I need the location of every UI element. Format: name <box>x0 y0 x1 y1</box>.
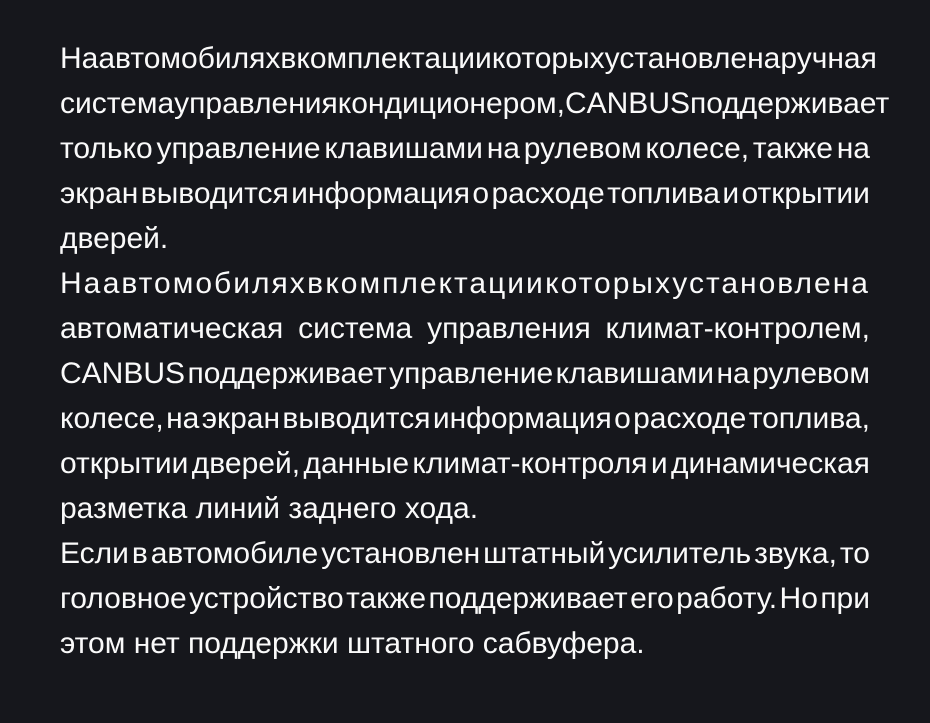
word: на <box>836 132 870 165</box>
word: топлива <box>607 177 720 210</box>
word: клавишами <box>324 132 483 165</box>
word: данные <box>303 447 410 480</box>
word: его <box>630 582 674 615</box>
word: штатный <box>483 537 606 570</box>
word: На <box>60 42 99 75</box>
word: и <box>722 177 740 210</box>
text-line <box>60 351 870 396</box>
paragraph-2 <box>60 261 870 531</box>
description-text <box>60 36 890 666</box>
word: работу. <box>676 582 778 615</box>
word: информация <box>291 177 471 210</box>
word: которых <box>545 267 672 300</box>
word: экран <box>60 177 139 210</box>
word: звука, <box>754 537 837 570</box>
text-line <box>60 36 877 81</box>
word: в <box>307 267 326 300</box>
word: информация <box>432 402 612 435</box>
word: установлен <box>321 537 481 570</box>
word: выводится <box>282 402 431 435</box>
word: ручная <box>780 42 877 75</box>
word: на <box>166 402 200 435</box>
word: экран <box>201 402 281 435</box>
word: колесе, <box>645 132 750 165</box>
word: о <box>614 402 631 435</box>
word: климат-контроля <box>412 447 648 480</box>
word: расходе <box>633 402 747 435</box>
word: комплектации <box>296 42 492 75</box>
word: открытии <box>741 177 870 210</box>
text-line <box>60 531 870 576</box>
paragraph-3 <box>60 531 870 666</box>
word: поддерживает <box>690 87 890 120</box>
word: комплектации <box>325 267 545 300</box>
word: рулевом <box>523 132 642 165</box>
word: управление <box>156 132 321 165</box>
word: о <box>472 177 490 210</box>
text-line <box>60 576 870 621</box>
word: открытии <box>60 447 189 480</box>
word: автомобилях <box>98 42 281 75</box>
word: управления <box>174 87 338 120</box>
word: то <box>839 537 870 570</box>
word: которых <box>491 42 605 75</box>
word: на <box>716 357 750 390</box>
word: Если <box>60 537 129 570</box>
word: только <box>60 132 153 165</box>
text-line: разметка линий заднего хода. <box>60 492 479 525</box>
word: колесе, <box>60 402 164 435</box>
word: Но <box>779 582 818 615</box>
word: дверей, <box>191 447 301 480</box>
text-line: дверей. <box>60 222 169 255</box>
word: кондиционером, <box>337 87 565 120</box>
word: управление <box>389 357 554 390</box>
word: при <box>820 582 870 615</box>
word: управления <box>427 312 591 345</box>
word: CANBUS <box>564 87 690 120</box>
text-line <box>60 81 890 126</box>
text-line <box>60 306 870 351</box>
word: система <box>60 87 175 120</box>
word: поддерживает <box>187 357 387 390</box>
word: поддерживает <box>428 582 628 615</box>
word: также <box>346 582 427 615</box>
word: система <box>298 312 413 345</box>
word: автоматическая <box>60 312 284 345</box>
word: головное <box>60 582 187 615</box>
word: в <box>280 42 297 75</box>
word: и <box>650 447 668 480</box>
word: в <box>131 537 148 570</box>
paragraph-1 <box>60 36 890 261</box>
word: CANBUS <box>60 357 186 390</box>
word: устройство <box>189 582 344 615</box>
word: расходе <box>491 177 605 210</box>
word: усилитель <box>608 537 752 570</box>
text-line: этом нет поддержки штатного сабвуфера. <box>60 627 645 660</box>
word: На <box>60 267 103 300</box>
text-line <box>60 126 870 171</box>
word: также <box>752 132 833 165</box>
word: установлена <box>672 267 870 300</box>
word: рулевом <box>752 357 870 390</box>
word: топлива, <box>748 402 870 435</box>
word: на <box>486 132 520 165</box>
text-line <box>60 261 870 306</box>
word: динамическая <box>671 447 870 480</box>
word: климат-контролем, <box>605 312 870 345</box>
word: автомобилях <box>102 267 307 300</box>
word: выводится <box>140 177 289 210</box>
word: клавишами <box>555 357 715 390</box>
word: установлена <box>604 42 781 75</box>
text-line <box>60 171 870 216</box>
word: автомобиле <box>150 537 319 570</box>
text-line <box>60 396 870 441</box>
text-line <box>60 441 870 486</box>
